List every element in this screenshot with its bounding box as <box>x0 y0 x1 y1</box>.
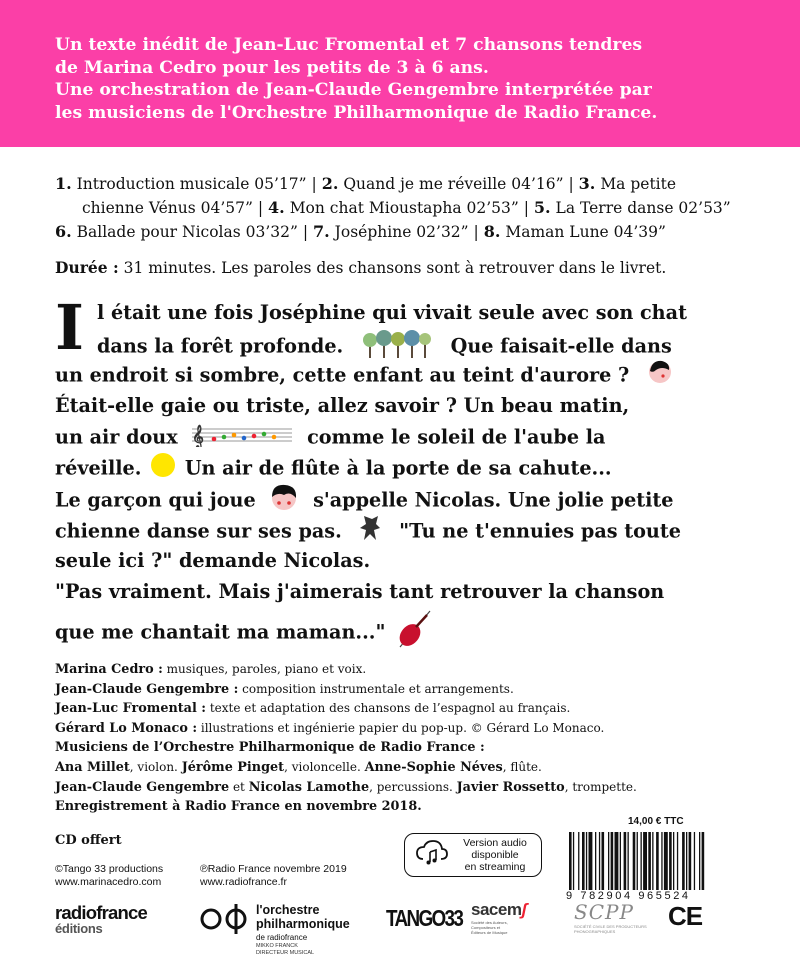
barcode-bar <box>633 832 636 890</box>
logo-wordmark: sacem <box>471 900 522 919</box>
duration-text: 31 minutes. Les paroles des chansons sont à retrouver dans le livret. <box>118 259 667 277</box>
website-link[interactable]: www.marinacedro.com <box>55 876 162 888</box>
cd-offert-label: CD offert <box>55 833 122 848</box>
track-entry: chienne Vénus 04’57” | <box>82 199 264 217</box>
barcode-bar <box>628 832 629 890</box>
barcode-bar <box>673 832 674 890</box>
logo-text: éditions <box>55 921 103 936</box>
story-line: l était une fois Joséphine qui vivait seule avec son chat <box>97 301 687 324</box>
logo-subtext-line: MIKKO FRANCK <box>256 943 298 949</box>
svg-text:𝄞: 𝄞 <box>192 424 205 447</box>
music-notes-icon <box>192 421 292 456</box>
track-number: 4. <box>268 198 285 217</box>
track-number: 8. <box>483 222 501 241</box>
barcode-bar <box>582 832 585 890</box>
story-fragment: réveille. <box>55 456 142 480</box>
barcode-bar <box>669 832 672 890</box>
barcode-bar <box>615 832 619 890</box>
story-line <box>55 607 755 644</box>
barcode-bar <box>641 832 642 890</box>
duration-line <box>55 258 666 277</box>
credit-role: composition instrumentale et arrangements. <box>238 681 514 696</box>
credit-role: , flûte. <box>502 759 542 774</box>
drop-cap: I <box>55 291 85 364</box>
logo-subtext <box>256 943 314 957</box>
duration-label: Durée : <box>55 258 119 277</box>
credit-line <box>55 778 775 798</box>
barcode-bar <box>586 832 587 890</box>
logo-subtext-line: SOCIÉTÉ CIVILE DES PRODUCTEURS <box>574 924 647 929</box>
barcode-bar <box>595 832 596 890</box>
copyright-date: novembre 2019 <box>270 863 347 875</box>
track-list-line <box>55 172 755 196</box>
barcode-bar <box>589 832 593 890</box>
credit-name: Gérard Lo Monaco : <box>55 720 198 736</box>
track-list-line <box>55 220 755 244</box>
barcode-bar <box>569 832 572 890</box>
cloud-music-icon <box>415 839 449 871</box>
logo-text-line: philharmonique <box>256 916 350 931</box>
logo-text <box>471 900 526 920</box>
story-line: seule ici ?" demande Nicolas. <box>55 549 371 572</box>
track-entry: Quand je me réveille 04’16” | <box>343 175 574 193</box>
header-banner <box>0 0 800 147</box>
credit-line <box>55 758 775 778</box>
barcode-bar <box>656 832 659 890</box>
story-fragment: Que faisait-elle dans <box>450 334 672 358</box>
website-link[interactable]: www.radiofrance.fr <box>200 876 287 888</box>
audio-streaming-badge <box>404 833 542 877</box>
logo-strip <box>0 895 800 965</box>
logo-text-line: l'orchestre <box>256 903 320 917</box>
credit-line <box>55 699 775 719</box>
track-list-line <box>55 196 755 220</box>
banner-line: de Marina Cedro pour les petits de 3 à 6 ans. <box>55 57 489 78</box>
recording-text: Enregistrement à Radio France en novembre 2018. <box>55 799 422 815</box>
barcode-bar <box>637 832 638 890</box>
musicians-heading-text: Musiciens de l’Orchestre Philharmonique de Radio France : <box>55 740 485 756</box>
barcode-bar <box>677 832 678 890</box>
credit-role: illustrations et ingénierie papier du pop-up. © Gérard Lo Monaco. <box>197 720 605 735</box>
credit-line <box>55 719 775 739</box>
sun-icon <box>150 452 176 487</box>
logo-subtext-line: Société des Auteurs, <box>471 920 508 925</box>
copyright-radiofrance <box>200 863 347 889</box>
track-entry: Joséphine 02’32” | <box>334 223 479 241</box>
track-entry: Maman Lune 04’39” <box>505 223 666 241</box>
story-text <box>55 291 755 644</box>
credit-name: Jean-Luc Fromental : <box>55 701 207 717</box>
story-fragment: chienne danse sur ses pas. <box>55 519 342 543</box>
barcode-bar <box>664 832 668 890</box>
story-line <box>55 452 755 483</box>
girl-face-icon <box>648 359 672 394</box>
story-fragment: Le garçon qui joue <box>55 488 256 512</box>
logo-subtext-line: Éditeurs de Musique <box>471 930 508 935</box>
credit-name: Jean-Claude Gengembre <box>55 779 230 795</box>
credit-name: Nicolas Lamothe <box>248 779 370 795</box>
logo-text <box>256 904 350 945</box>
musicians-heading <box>55 738 775 758</box>
story-fragment: un air doux <box>55 425 178 449</box>
ce-mark-logo: CE <box>668 901 703 931</box>
story-line <box>55 421 755 452</box>
credits <box>55 660 775 817</box>
story-fragment: dans la forêt profonde. <box>97 334 344 358</box>
track-entry: La Terre danse 02’53” <box>555 199 731 217</box>
barcode-bar <box>686 832 687 890</box>
story-line <box>55 483 755 514</box>
barcode-bar <box>661 832 662 890</box>
copyright-tango <box>55 863 163 889</box>
barcode-bar <box>620 832 621 890</box>
story-line <box>55 514 755 545</box>
price-label: 14,00 € TTC <box>628 816 684 827</box>
track-number: 7. <box>313 222 330 241</box>
story-fragment: un endroit si sombre, cette enfant au teint d'aurore ? <box>55 363 630 387</box>
logo-text-line: de radiofrance <box>256 933 308 942</box>
barcode-bar <box>648 832 651 890</box>
banner-line: Une orchestration de Jean-Claude Gengembre interprétée par <box>55 80 652 100</box>
credit-name: Marina Cedro : <box>55 662 163 677</box>
story-fragment: Un air de flûte à la porte de sa cahute... <box>184 456 612 480</box>
track-entry: Ballade pour Nicolas 03’32” | <box>76 223 309 241</box>
copyright-line <box>200 863 347 876</box>
barcode-bar <box>578 832 579 890</box>
barcode-bar <box>602 832 605 890</box>
radiofrance-editions-logo <box>55 902 147 937</box>
sacem-mark-icon: ʃ <box>521 900 527 919</box>
track-number: 1. <box>55 174 72 193</box>
track-entry: Ma petite <box>600 175 677 193</box>
credit-name: Anne-Sophie Néves <box>364 759 503 775</box>
sacem-logo <box>471 900 526 935</box>
ophf-symbol-icon <box>200 904 248 934</box>
track-number: 5. <box>533 198 551 217</box>
credit-name: Jean-Claude Gengembre : <box>55 681 239 697</box>
barcode-bar <box>624 832 627 890</box>
track-list <box>55 172 755 244</box>
copyright-text: ℗Radio France <box>200 863 271 875</box>
story-fragment: comme le soleil de l'aube la <box>307 425 606 449</box>
credit-role: , trompette. <box>564 779 637 794</box>
credit-role: et <box>229 779 249 794</box>
story-line: Était-elle gaie ou triste, allez savoir ? Un beau matin, <box>55 394 630 417</box>
copyright-text: ©Tango 33 productions <box>55 863 164 875</box>
credit-role: , violoncelle. <box>284 759 365 774</box>
barcode <box>569 832 755 890</box>
story-fragment: "Tu ne t'ennuies pas toute <box>399 519 681 543</box>
barcode-bar <box>682 832 685 890</box>
logo-subtext-line: PHONOGRAPHIQUES <box>574 929 616 934</box>
barcode-bar <box>694 832 695 890</box>
credit-role: musiques, paroles, piano et voix. <box>162 662 367 676</box>
logo-wordmark: SCPP <box>574 900 634 924</box>
credit-name: Jérôme Pinget <box>181 759 285 775</box>
barcode-bar <box>608 832 609 890</box>
barcode-bar <box>702 832 705 890</box>
tango33-logo: TANGO33 <box>386 905 463 931</box>
track-number: 2. <box>321 174 339 193</box>
audio-badge-text <box>451 837 539 873</box>
logo-text: radiofrance <box>55 902 147 923</box>
story-line <box>55 359 755 390</box>
track-number: 3. <box>578 174 596 193</box>
story-line: "Pas vraiment. Mais j'aimerais tant retrouver la chanson <box>55 580 665 603</box>
credit-role: texte et adaptation des chansons de l’espagnol au français. <box>206 701 571 716</box>
barcode-bar <box>699 832 700 890</box>
credit-name: Javier Rossetto <box>456 779 565 795</box>
track-entry: Introduction musicale 05’17” | <box>76 175 317 193</box>
credit-role: , violon. <box>129 759 182 774</box>
barcode-bar <box>573 832 574 890</box>
barcode-bar <box>643 832 647 890</box>
violin-icon <box>394 607 434 660</box>
story-line <box>55 328 755 359</box>
badge-line: Version audio <box>463 837 527 849</box>
barcode-bar <box>689 832 692 890</box>
banner-text <box>55 34 657 124</box>
badge-line: en streaming <box>464 861 526 873</box>
logo-subtext-line: Compositeurs et <box>471 925 501 930</box>
barcode-bar <box>599 832 600 890</box>
banner-line: les musiciens de l'Orchestre Philharmonique de Radio France. <box>55 102 658 123</box>
barcode-digits: 9 782904 965524 <box>566 890 691 902</box>
track-number: 6. <box>55 222 72 241</box>
scpp-logo <box>574 900 647 934</box>
logo-subtext-line: DIRECTEUR MUSICAL <box>256 950 315 956</box>
credit-line <box>55 660 775 680</box>
badge-line: disponible <box>471 849 519 861</box>
track-entry: Mon chat Mioustapha 02’53” | <box>289 199 529 217</box>
orchestre-philharmonique-logo <box>200 903 350 956</box>
credit-name: Ana Millet <box>55 759 130 775</box>
barcode-bar <box>611 832 614 890</box>
credit-line <box>55 680 775 700</box>
barcode-bar <box>652 832 653 890</box>
recording-line <box>55 797 775 817</box>
credit-role: , percussions. <box>369 779 457 794</box>
story-fragment: s'appelle Nicolas. Une jolie petite <box>313 488 674 512</box>
banner-line: Un texte inédit de Jean-Luc Fromental et 7 chansons tendres <box>55 35 643 55</box>
story-fragment: que me chantait ma maman..." <box>55 620 386 644</box>
